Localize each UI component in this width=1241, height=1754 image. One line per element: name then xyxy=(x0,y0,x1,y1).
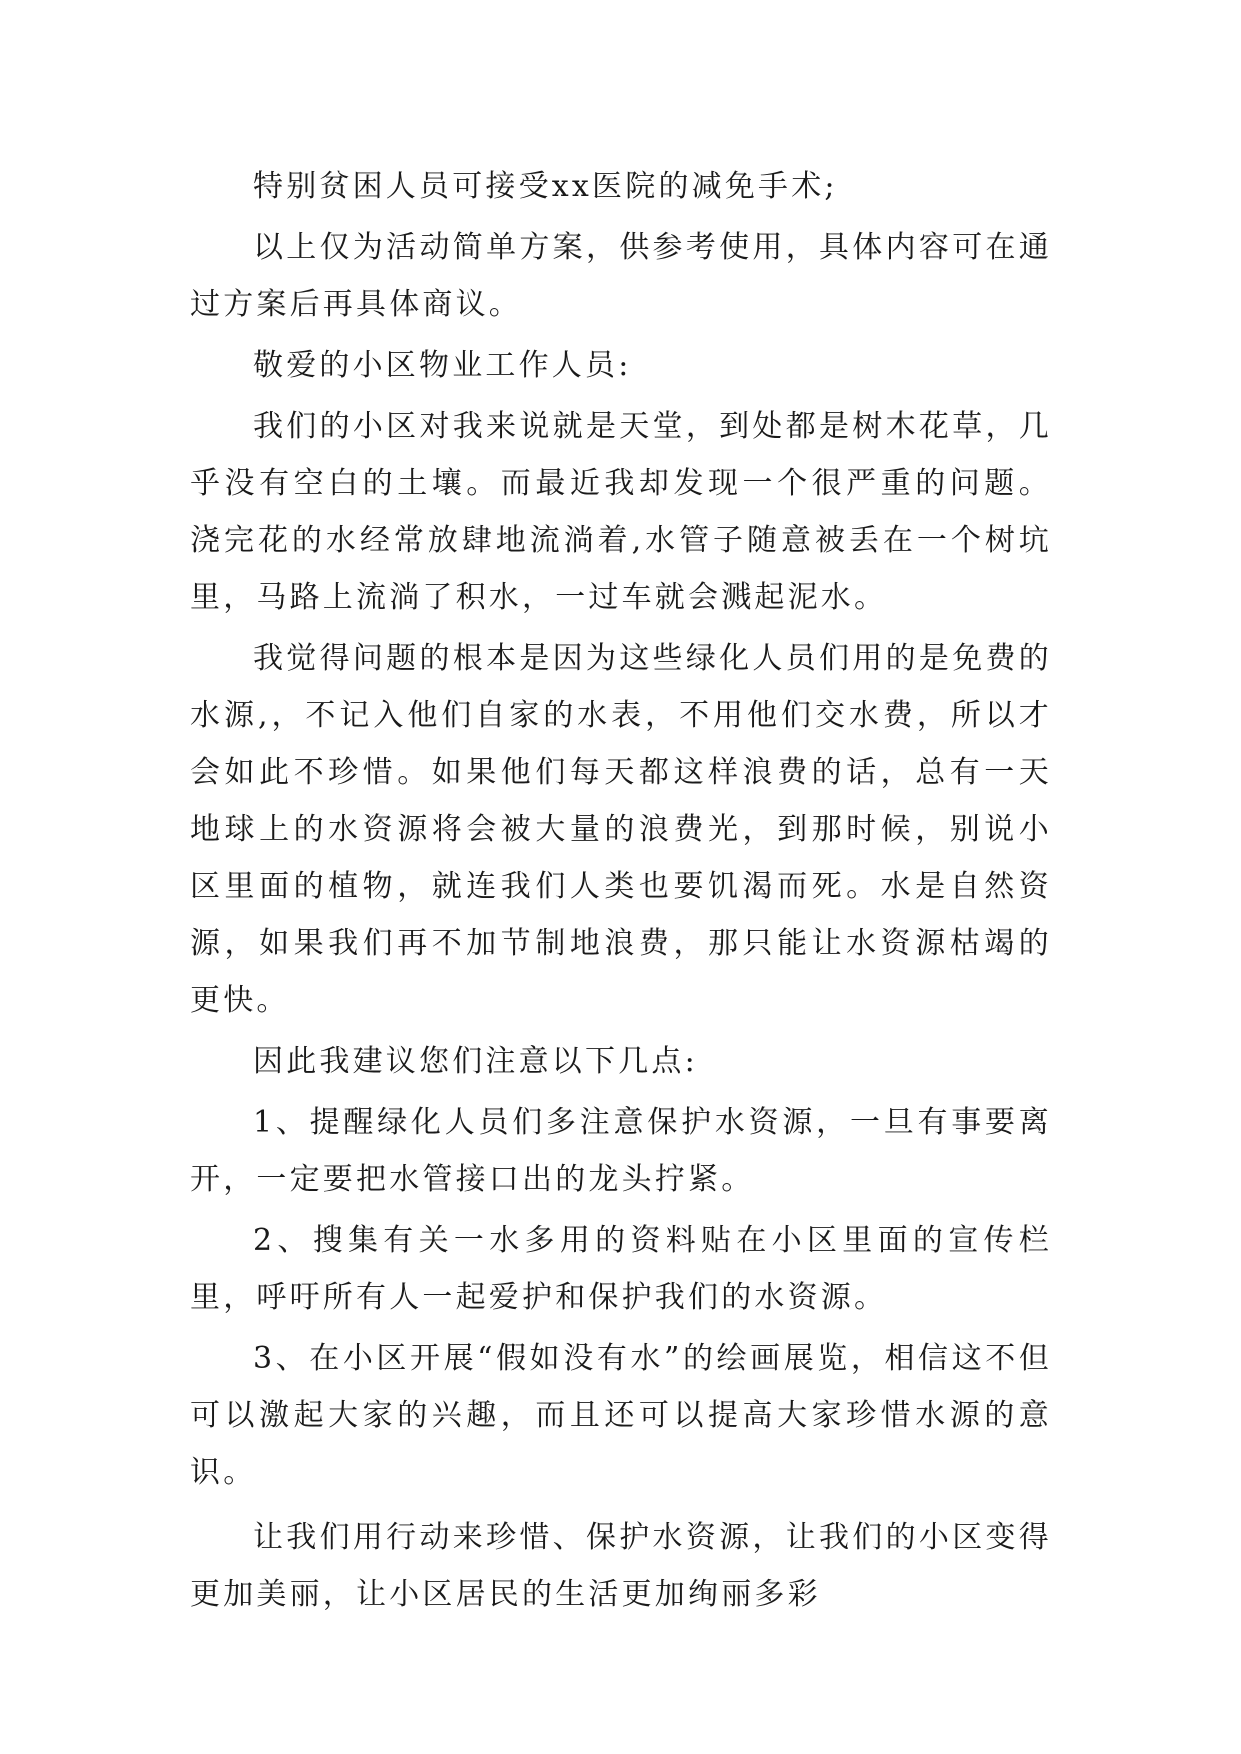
paragraph-2: 以上仅为活动简单方案，供参考使用，具体内容可在通过方案后再具体商议。 xyxy=(190,230,1052,322)
paragraph-1: 特别贫困人员可接受xx医院的减免手术; xyxy=(253,169,838,204)
paragraph-7: 1、提醒绿化人员们多注意保护水资源，一旦有事要离开，一定要把水管接口出的龙头拧紧。 xyxy=(190,1105,1052,1197)
paragraph-9: 3、在小区开展“假如没有水”的绘画展览，相信这不但可以激起大家的兴趣，而且还可以提高大家珍惜水源的意识。 xyxy=(190,1341,1052,1490)
paragraph-4: 我们的小区对我来说就是天堂，到处都是树木花草，几乎没有空白的土壤。而最近我却发现一个很严重的问题。浇完花的水经常放肆地流淌着,水管子随意被丢在一个树坑里，马路上流淌了积水，一过车就会溅起泥水。 xyxy=(190,409,1052,615)
document-body xyxy=(190,158,1052,1627)
paragraph-5: 我觉得问题的根本是因为这些绿化人员们用的是免费的水源,，不记入他们自家的水表，不用他们交水费，所以才会如此不珍惜。如果他们每天都这样浪费的话，总有一天地球上的水资源将会被大量的浪费光，到那时候，别说小区里面的植物，就连我们人类也要饥渴而死。水是自然资源，如果我们再不加节制地浪费，那只能让水资源枯竭的更快。 xyxy=(190,641,1052,1018)
paragraph-8: 2、搜集有关一水多用的资料贴在小区里面的宣传栏里，呼吁所有人一起爱护和保护我们的水资源。 xyxy=(190,1223,1052,1315)
paragraph-6: 因此我建议您们注意以下几点: xyxy=(253,1044,698,1079)
paragraph-10: 让我们用行动来珍惜、保护水资源，让我们的小区变得更加美丽，让小区居民的生活更加绚丽多彩 xyxy=(190,1520,1052,1612)
paragraph-3: 敬爱的小区物业工作人员: xyxy=(253,348,632,383)
